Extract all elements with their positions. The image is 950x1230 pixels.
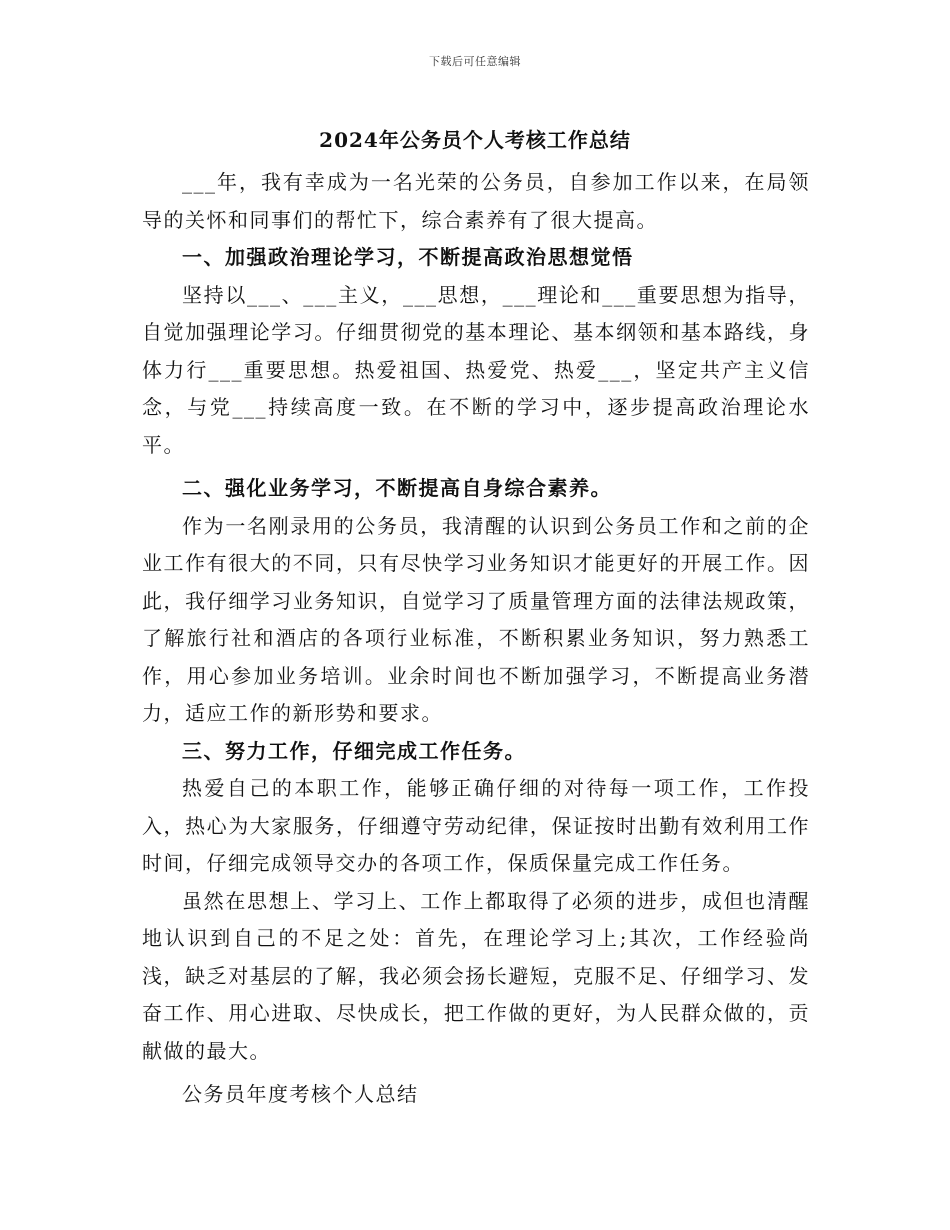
- section-heading-2: 二、强化业务学习，不断提高自身综合素养。: [182, 476, 612, 500]
- conclusion-paragraph: 虽然在思想上、学习上、工作上都取得了必须的进步，成但也清醒地认识到自己的不足之处：首先，在理论学习上;其次，工作经验尚浅，缺乏对基层的了解，我必须会扬长避短，克服不足、仔细学习、发奋工作、用心进取、尽快成长，把工作做的更好，为人民群众做的，贡献做的最大。: [142, 888, 810, 1063]
- section-heading-3: 三、努力工作，仔细完成工作任务。: [182, 738, 526, 763]
- document-body: [142, 164, 810, 1114]
- intro-paragraph: ___年，我有幸成为一名光荣的公务员，自参加工作以来，在局领导的关怀和同事们的帮忙下，综合素养有了很大提高。: [142, 170, 810, 232]
- section-heading-1: 一、加强政治理论学习，不断提高政治思想觉悟: [182, 245, 634, 269]
- section-2-paragraph: 作为一名刚录用的公务员，我清醒的认识到公务员工作和之前的企业工作有很大的不同，只有尽快学习业务知识才能更好的开展工作。因此，我仔细学习业务知识，自觉学习了质量管理方面的法律法规政策，了解旅行社和酒店的各项行业标准，不断积累业务知识，努力熟悉工作，用心参加业务培训。业余时间也不断加强学习，不断提高业务潜力，适应工作的新形势和要求。: [142, 513, 810, 725]
- page-header: 下载后可任意编辑: [429, 55, 521, 68]
- section-3-paragraph: 热爱自己的本职工作，能够正确仔细的对待每一项工作，工作投入，热心为大家服务，仔细遵守劳动纪律，保证按时出勤有效利用工作时间，仔细完成领导交办的各项工作，保质保量完成工作任务。: [142, 776, 810, 875]
- document-title: 2024年公务员个人考核工作总结: [319, 128, 631, 152]
- section-1-paragraph: 坚持以___、___主义，___思想，___理论和___重要思想为指导，自觉加强理论学习。仔细贯彻党的基本理论、基本纲领和基本路线，身体力行___重要思想。热爱祖国、热爱党、热爱___，坚定共产主义信念，与党___持续高度一致。在不断的学习中，逐步提高政治理论水平。: [142, 282, 810, 457]
- next-section-title: 公务员年度考核个人总结: [182, 1082, 419, 1106]
